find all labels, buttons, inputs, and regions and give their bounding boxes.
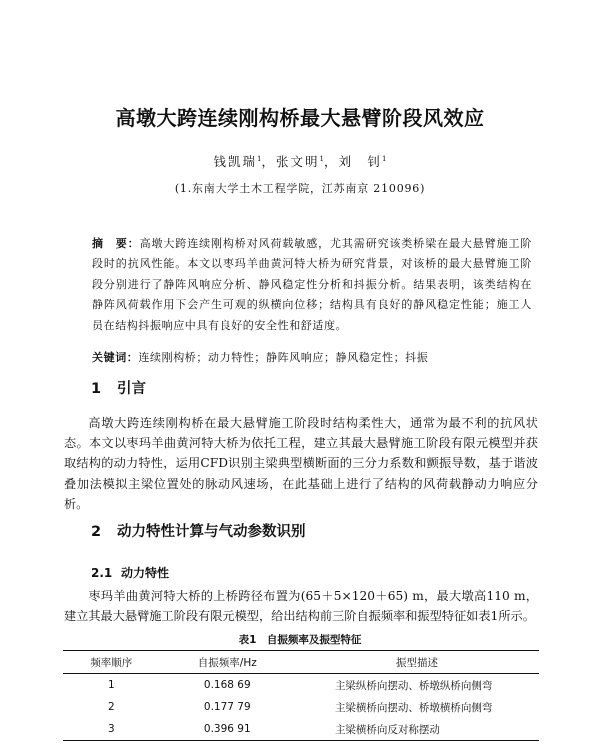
- keywords-label: 关键词：: [92, 351, 139, 364]
- frequency-table: [63, 650, 539, 741]
- affiliation: (1.东南大学土木工程学院，江苏南京 210096): [174, 182, 426, 195]
- section-title: 引言: [117, 381, 146, 397]
- table-cell: 2: [107, 701, 115, 713]
- section-title: 动力特性计算与气动参数识别: [117, 524, 306, 540]
- table-row: [63, 696, 539, 718]
- table-cell: 1: [107, 679, 115, 691]
- subsection-number: 2.1: [91, 566, 113, 580]
- table-cell: 0.396 91: [160, 718, 295, 741]
- table-cell: 主梁横桥向反对称摆动: [295, 718, 539, 741]
- subsection-title: 动力特性: [121, 566, 170, 580]
- table-header-cell: 振型描述: [295, 651, 539, 674]
- author-name: 刘 钊: [338, 154, 383, 169]
- table-cell: 3: [63, 718, 160, 741]
- abstract-label: 摘 要：: [92, 237, 140, 250]
- table-header-row: [63, 651, 539, 674]
- body-paragraph: 枣玛羊曲黄河特大桥的上桥跨径布置为(65＋5×120＋65) m，最大墩高110 m，建立其最大悬臂施工阶段有限元模型，给出结构前三阶自振频率和振型特征如表1所示。: [64, 589, 538, 624]
- table-caption: 表1 自振频率及振型特征: [238, 634, 362, 646]
- table-row: [63, 674, 539, 697]
- section-heading: [91, 520, 306, 541]
- author-name: 张文明: [276, 154, 320, 169]
- body-paragraph: 高墩大跨连续刚构桥在最大悬臂施工阶段时结构柔性大，通常为最不利的抗风状态。本文以枣玛羊曲黄河特大桥为依托工程，建立其最大悬臂施工阶段有限元模型并获取结构的动力特性，运用CFD识别主梁典型横断面的三分力系数和颤振导数，基于谐波叠加法模拟主梁位置处的脉动风速场，在此基础上进行了结构的风荷载静动力响应分析。: [64, 416, 538, 511]
- table-cell: 主梁纵桥向摆动、桥墩纵桥向侧弯: [334, 679, 493, 692]
- author-separator: ，: [323, 154, 339, 169]
- subsection-heading: [91, 564, 169, 581]
- keywords: [92, 349, 532, 365]
- table-cell: 0.177 79: [203, 701, 251, 713]
- abstract-text: 高墩大跨连续刚构桥对风荷载敏感，尤其需研究该类桥梁在最大悬臂施工阶段时的抗风性能。本文以枣玛羊曲黄河特大桥为研究背景，对该桥的最大悬臂施工阶段分别进行了静阵风响应分析、静风稳定性分析和抖振分析。结果表明，该类结构在静阵风荷载作用下会产生可观的纵横向位移；结构具有良好的静风稳定性能；施工人员在结构抖振响应中具有良好的安全性和舒适度。: [92, 237, 532, 332]
- affiliation-mark: 1: [257, 154, 262, 163]
- section-number: 2: [91, 524, 102, 540]
- author-name: 钱凯瑞: [213, 154, 258, 169]
- table-header-cell: 自振频率/Hz: [160, 651, 295, 674]
- abstract: [92, 234, 532, 336]
- table-row: [63, 718, 539, 741]
- affiliation-mark: 1: [319, 154, 324, 163]
- table-header-cell: 频率顺序: [63, 651, 160, 674]
- author-separator: ，: [261, 154, 276, 169]
- affiliation-mark: 1: [382, 154, 387, 163]
- section-heading: [91, 377, 146, 398]
- author-line: [0, 152, 600, 170]
- section-number: 1: [91, 381, 102, 397]
- table-cell: 主梁横桥向摆动、桥墩横桥向侧弯: [334, 701, 493, 714]
- keywords-text: 连续刚构桥；动力特性；静阵风响应；静风稳定性；抖振: [138, 351, 429, 364]
- paper-title: 高墩大跨连续刚构桥最大悬臂阶段风效应: [115, 106, 485, 130]
- table-cell: 0.168 69: [203, 679, 251, 691]
